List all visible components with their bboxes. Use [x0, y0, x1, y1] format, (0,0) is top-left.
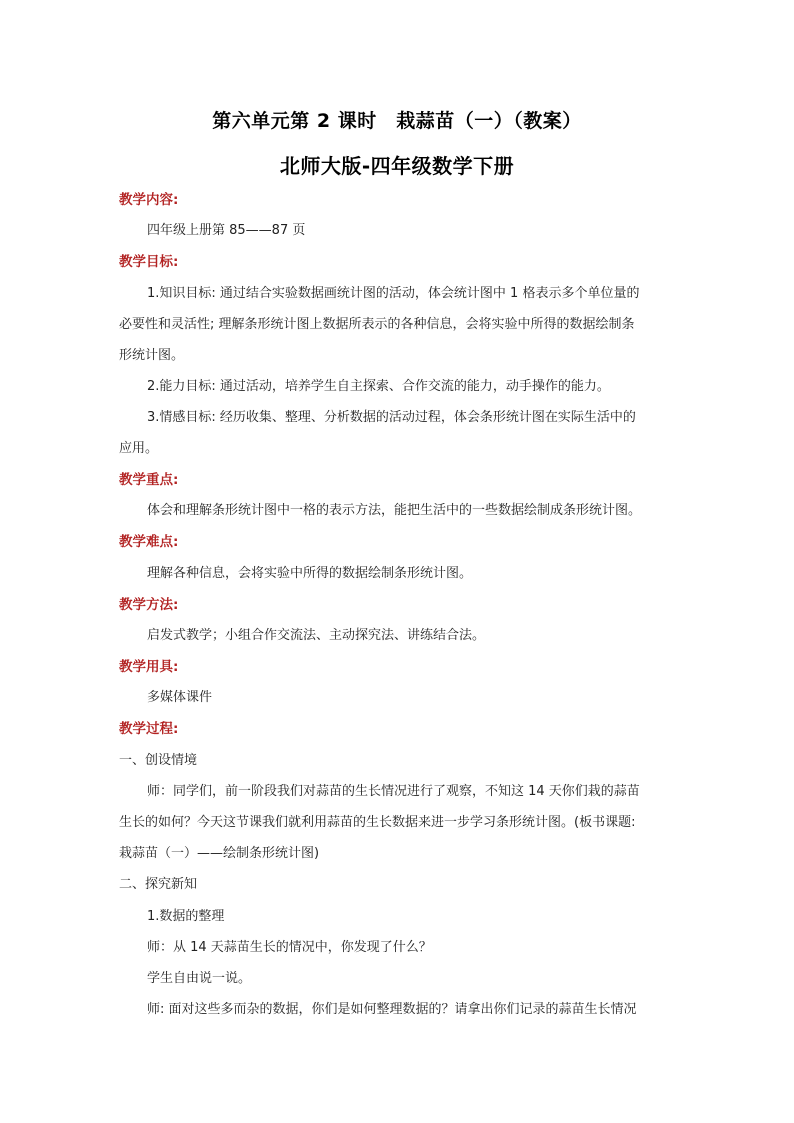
- goal3-line2: 应用。: [119, 441, 159, 456]
- step2-heading: 二、探究新知: [119, 877, 198, 892]
- step1-paragraph-line3: 栽蒜苗（一）——绘制条形统计图): [119, 846, 320, 861]
- step2-answer1: 学生自由说一说。: [147, 971, 252, 986]
- section-heading-tools: 教学用具:: [119, 659, 179, 675]
- document-title: 第六单元第 2 课时 栽蒜苗（一）（教案）: [212, 110, 582, 132]
- goal1-line3: 形统计图。: [119, 348, 185, 363]
- step1-heading: 一、创设情境: [119, 753, 198, 768]
- key-points-text: 体会和理解条形统计图中一格的表示方法，能把生活中的一些数据绘制成条形统计图。: [147, 503, 642, 518]
- goal2-text: 2.能力目标: 通过活动，培养学生自主探索、合作交流的能力，动手操作的能力。: [147, 379, 610, 394]
- step1-paragraph-line1: 师：同学们，前一阶段我们对蒜苗的生长情况进行了观察，不知这 14 天你们栽的蒜苗: [147, 784, 640, 799]
- step2-question1: 师：从 14 天蒜苗生长的情况中，你发现了什么？: [147, 940, 432, 955]
- goal1-line1: 1.知识目标: 通过结合实验数据画统计图的活动，体会统计图中 1 格表示多个单位量的: [147, 286, 640, 301]
- step2-subheading: 1.数据的整理: [147, 909, 225, 924]
- section-heading-key-points: 教学重点:: [119, 472, 179, 488]
- difficulties-text: 理解各种信息，会将实验中所得的数据绘制条形统计图。: [147, 566, 473, 581]
- section-heading-content: 教学内容:: [119, 192, 179, 208]
- section-heading-goals: 教学目标:: [119, 254, 179, 270]
- goal3-line1: 3.情感目标: 经历收集、整理、分析数据的活动过程，体会条形统计图在实际生活中的: [147, 410, 636, 425]
- step1-paragraph-line2: 生长的如何？今天这节课我们就利用蒜苗的生长数据来进一步学习条形统计图。(板书课题:: [119, 815, 636, 830]
- document-subtitle: 北师大版-四年级数学下册: [279, 154, 515, 178]
- tools-text: 多媒体课件: [147, 690, 213, 705]
- step2-question2: 师: 面对这些多而杂的数据，你们是如何整理数据的？请拿出你们记录的蒜苗生长情况: [147, 1002, 637, 1017]
- goal1-line2: 必要性和灵活性; 理解条形统计图上数据所表示的各种信息，会将实验中所得的数据绘制条: [119, 317, 635, 332]
- methods-text: 启发式教学；小组合作交流法、主动探究法、讲练结合法。: [147, 628, 486, 643]
- section-heading-difficulties: 教学难点:: [119, 534, 179, 550]
- section-heading-methods: 教学方法:: [119, 597, 179, 613]
- section-heading-process: 教学过程:: [119, 721, 179, 737]
- content-text: 四年级上册第 85——87 页: [147, 223, 306, 238]
